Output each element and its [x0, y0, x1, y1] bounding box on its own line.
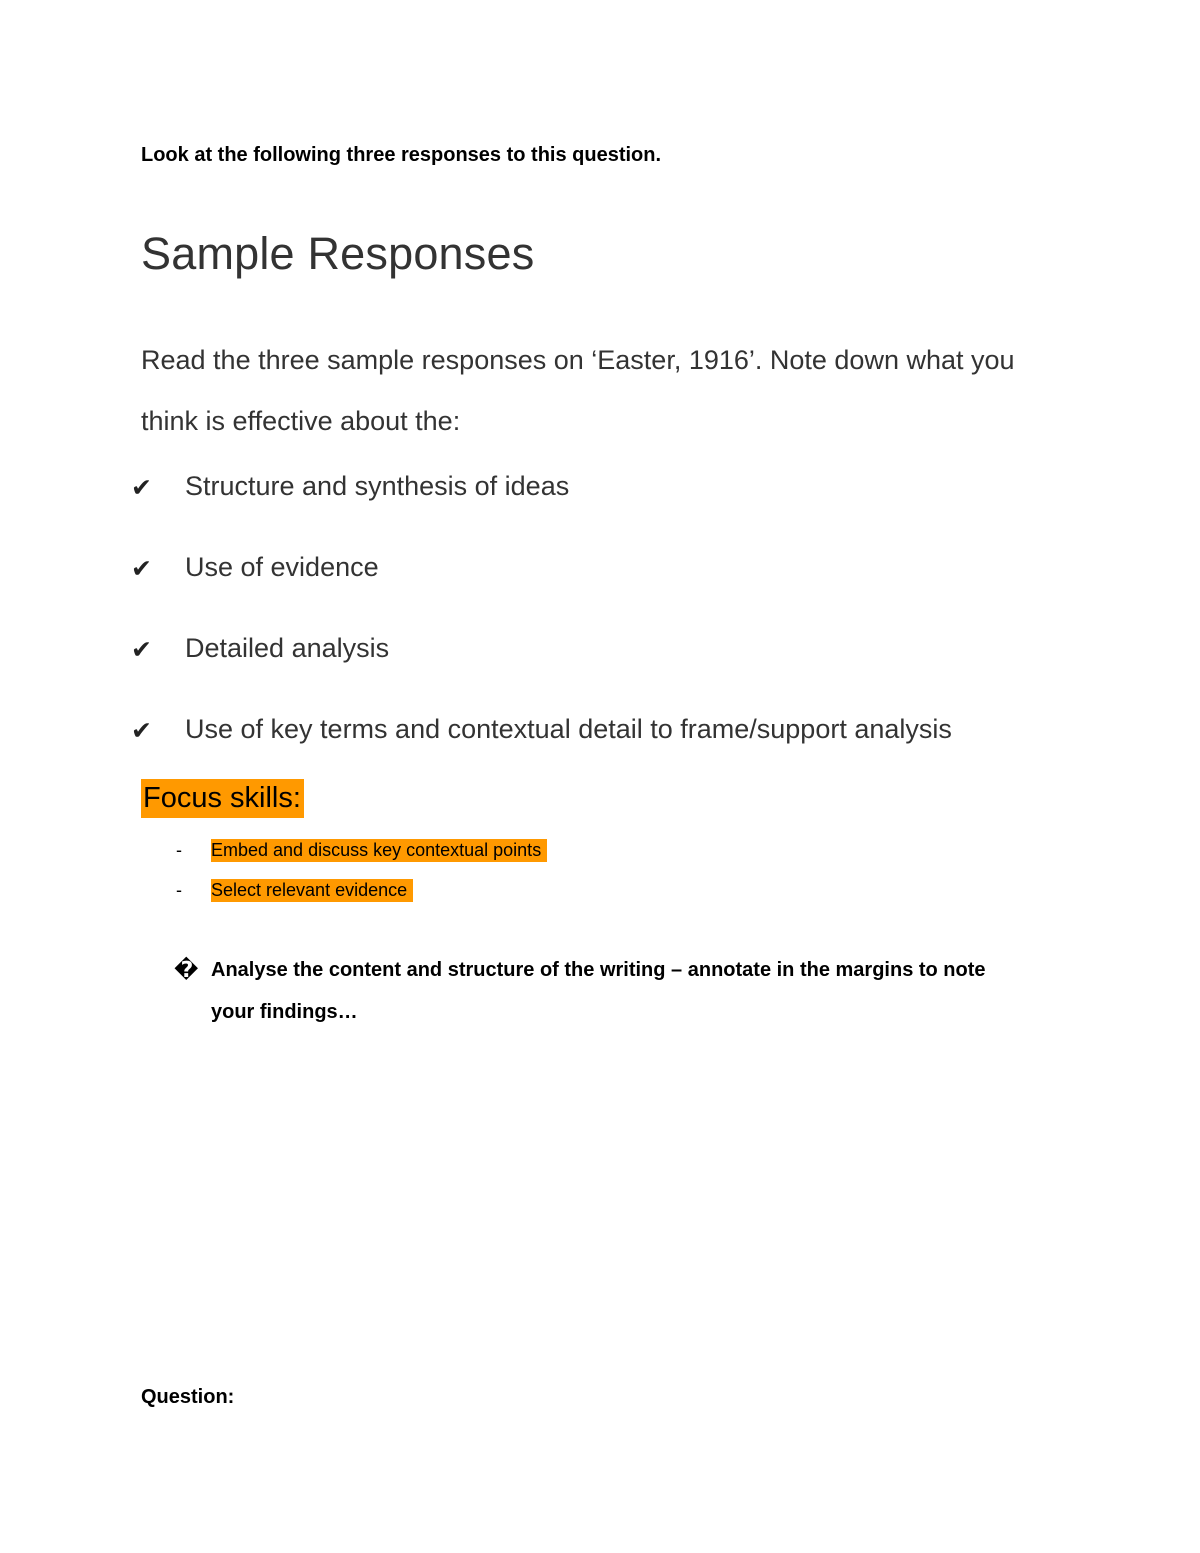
- task-text: Analyse the content and structure of the writing – annotate in the margins to note your findings…: [211, 959, 986, 1023]
- focus-skill-label: Select relevant evidence: [211, 879, 413, 902]
- checklist-item: [131, 471, 952, 552]
- checklist-item-label: Use of key terms and contextual detail to frame/support analysis: [185, 714, 952, 744]
- focus-skill-item: [176, 830, 547, 870]
- focus-skills-list: [176, 830, 547, 910]
- checklist-item-label: Detailed analysis: [185, 633, 390, 663]
- checklist-item-label: Structure and synthesis of ideas: [185, 471, 570, 501]
- checklist-item-label: Use of evidence: [185, 552, 379, 582]
- unknown-glyph-icon: �: [174, 957, 199, 982]
- instructions-text: Read the three sample responses on ‘Easter, 1916’. Note down what you think is effective about the:: [141, 345, 1015, 436]
- intro-text: Look at the following three responses to this question.: [141, 144, 662, 166]
- checkmark-icon: ✔: [131, 555, 152, 583]
- task-instruction: [174, 949, 1034, 1033]
- checklist: [131, 471, 952, 795]
- focus-skill-item: [176, 870, 547, 910]
- checklist-item: [131, 633, 952, 714]
- checklist-item: [131, 552, 952, 633]
- dash-bullet: -: [176, 839, 182, 860]
- focus-skills-heading: Focus skills:: [141, 779, 304, 818]
- checkmark-icon: ✔: [131, 636, 152, 664]
- checkmark-icon: ✔: [131, 474, 152, 502]
- question-label: Question:: [141, 1386, 235, 1408]
- focus-skill-label: Embed and discuss key contextual points: [211, 839, 547, 862]
- dash-bullet: -: [176, 879, 182, 900]
- checkmark-icon: ✔: [131, 717, 152, 745]
- page-title: Sample Responses: [141, 228, 535, 279]
